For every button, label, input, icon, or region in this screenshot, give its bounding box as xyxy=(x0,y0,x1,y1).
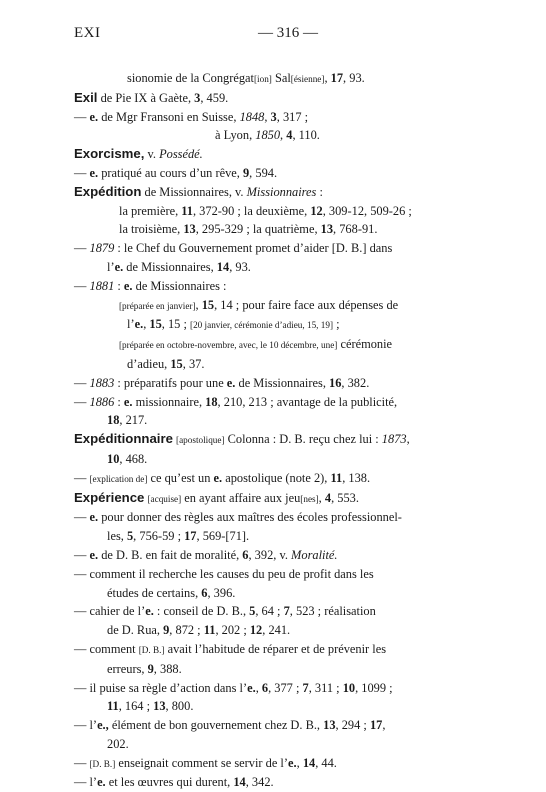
entry-text: — xyxy=(74,241,90,256)
index-line xyxy=(74,697,466,716)
italic-text: Moralité. xyxy=(291,547,338,562)
bold-ref: 13 xyxy=(153,699,166,714)
bold-ref: 12 xyxy=(249,623,263,638)
entry-text: , 342. xyxy=(245,775,274,790)
entry-text: — xyxy=(74,109,90,124)
entry-text: v. xyxy=(144,147,160,162)
bold-ref: 6 xyxy=(261,680,269,695)
bracket-note: [nes] xyxy=(300,493,319,504)
index-line xyxy=(74,108,466,127)
entry-text: missionnaire, xyxy=(132,394,206,409)
headword: Expérience xyxy=(74,489,145,505)
bold-ref: 18 xyxy=(107,413,120,428)
entry-text: : préparatifs pour une xyxy=(114,375,227,390)
entry-text: en ayant affaire aux jeu xyxy=(181,490,301,505)
bold-ref: 11 xyxy=(330,470,343,485)
entry-text: , 110. xyxy=(292,128,320,143)
entry-text: — comment xyxy=(74,641,139,656)
entry-text: — xyxy=(74,547,90,562)
entry-text: : xyxy=(114,394,124,409)
entry-text: , 569-[71]. xyxy=(196,529,250,544)
bold-ref: 5 xyxy=(249,604,256,619)
entry-text: sionomie de la Congrégat xyxy=(127,71,254,85)
bracket-note: [ésienne] xyxy=(290,74,325,84)
running-head: EXI xyxy=(74,25,101,41)
entry-text: , 138. xyxy=(342,470,371,485)
bold-ref: e. xyxy=(145,604,154,619)
italic-text: Missionnaires xyxy=(246,184,317,199)
index-line xyxy=(74,89,466,108)
index-line xyxy=(74,735,466,754)
entry-text: : xyxy=(316,184,323,199)
bold-ref: 9 xyxy=(242,165,250,180)
bold-ref: 13 xyxy=(323,718,336,733)
entry-text: , 594. xyxy=(249,165,278,180)
entry-text: , 768-91. xyxy=(333,222,378,237)
index-line xyxy=(74,164,466,183)
bold-ref: 17 xyxy=(369,718,383,733)
index-line xyxy=(74,716,466,735)
bracket-note: [ion] xyxy=(253,74,272,84)
entry-text: , xyxy=(318,490,325,505)
entry-text: , 392, v. xyxy=(248,547,292,562)
index-line xyxy=(74,469,466,489)
bold-ref: 6 xyxy=(201,585,208,600)
entry-text: les, xyxy=(107,529,127,544)
entry-text: , 295-329 ; la quatrième, xyxy=(195,222,321,237)
bold-ref: 11 xyxy=(203,623,216,638)
entry-text: , 44. xyxy=(315,755,337,770)
entry-text: , xyxy=(280,128,287,143)
index-line xyxy=(74,546,466,565)
bold-ref: 13 xyxy=(320,222,334,237)
entry-text: — xyxy=(74,375,90,390)
entry-text: cérémonie xyxy=(337,337,393,352)
index-line xyxy=(74,277,466,296)
index-line xyxy=(74,565,466,584)
entry-text: pratiqué au cours d’un rêve, xyxy=(98,165,243,180)
index-line xyxy=(74,508,466,527)
index-line xyxy=(74,374,466,393)
entry-text: la première, xyxy=(119,203,182,218)
page-number: — 316 — xyxy=(258,25,318,41)
italic-text: Possédé. xyxy=(159,147,203,162)
bold-ref: 15 xyxy=(201,297,215,312)
entry-text: , 377 ; xyxy=(268,680,303,695)
bold-ref: 14 xyxy=(233,775,246,790)
entry-text: , 388. xyxy=(153,661,182,676)
entry-text: , 382. xyxy=(341,375,370,390)
italic-text: 1886 xyxy=(89,394,115,409)
index-line xyxy=(74,602,466,621)
bold-ref: 11 xyxy=(181,203,193,218)
bold-ref: 10 xyxy=(342,680,356,695)
index-line xyxy=(74,489,466,509)
index-line xyxy=(74,754,466,774)
page-header xyxy=(74,24,482,44)
italic-text: 1881 xyxy=(89,278,115,293)
headword: Exorcisme, xyxy=(74,146,145,162)
italic-text: 1848 xyxy=(239,109,265,124)
index-line xyxy=(74,315,466,335)
entry-text: — l’ xyxy=(74,718,98,733)
bold-ref: 16 xyxy=(329,375,342,390)
headword: Exil xyxy=(74,89,98,105)
index-line xyxy=(74,296,466,316)
entry-text: études de certains, xyxy=(107,585,202,600)
index-line xyxy=(74,335,466,355)
italic-text: 1850 xyxy=(255,128,281,143)
bold-ref: 18 xyxy=(205,394,218,409)
index-line xyxy=(74,220,466,239)
index-line xyxy=(74,355,466,374)
entry-text: d’adieu, xyxy=(127,356,171,371)
bracket-note: [acquise] xyxy=(147,493,182,504)
entry-text: , 241. xyxy=(262,623,291,638)
bold-ref: e. xyxy=(89,165,99,180)
entry-text: de Missionnaires, xyxy=(123,259,217,274)
entry-text: de Pie IX à Gaète, xyxy=(97,90,195,105)
entry-text: la troisième, xyxy=(119,222,184,237)
entry-text: , 317 ; xyxy=(276,109,309,124)
entry-text: , 396. xyxy=(207,585,236,600)
entry-text: erreurs, xyxy=(107,661,148,676)
bracket-note: [D. B.] xyxy=(89,758,116,769)
entry-text: , xyxy=(382,718,386,733)
bracket-note: [préparée en janvier] xyxy=(119,300,196,311)
index-line xyxy=(74,450,466,469)
entry-text: : le Chef du Gouvernement promet d’aider [D. B.] dans xyxy=(114,241,393,256)
entry-text: , 756-59 ; xyxy=(133,529,185,544)
entry-text: , 523 ; réalisation xyxy=(289,604,376,619)
entry-text: — cahier de l’ xyxy=(74,604,146,619)
entry-text: de D. B. en fait de moralité, xyxy=(98,547,243,562)
entry-text: — il puise sa règle d’action dans l’ xyxy=(74,680,248,695)
entry-text: de D. Rua, xyxy=(107,623,164,638)
bold-ref: 7 xyxy=(283,604,290,619)
index-line xyxy=(74,430,466,450)
entry-text: , 1099 ; xyxy=(355,680,393,695)
bold-ref: e. xyxy=(123,394,133,409)
entry-text: de Mgr Fransoni en Suisse, xyxy=(98,109,240,124)
entry-text: , 217. xyxy=(119,413,148,428)
entry-text: Sal xyxy=(271,71,291,85)
bold-ref: 3 xyxy=(270,109,277,124)
index-line xyxy=(74,527,466,546)
index-line xyxy=(74,660,466,679)
entry-text: , 553. xyxy=(331,490,359,505)
entry-text: avait l’habitude de réparer et de prévenir les xyxy=(164,641,387,656)
bold-ref: 10 xyxy=(107,451,120,466)
entry-text: — xyxy=(74,470,90,485)
bold-ref: 4 xyxy=(286,128,293,143)
bold-ref: 9 xyxy=(163,623,170,638)
bold-ref: 17 xyxy=(330,71,344,85)
entry-text: , 311 ; xyxy=(308,680,343,695)
bold-ref: e. xyxy=(89,547,99,562)
entry-text: , xyxy=(264,109,271,124)
index-line xyxy=(74,202,466,221)
italic-text: 1883 xyxy=(89,375,115,390)
entry-text: ce qu’est un xyxy=(147,470,214,485)
entry-text: — l’ xyxy=(74,775,98,790)
entry-text: Colonna : D. B. reçu chez lui : xyxy=(224,432,382,447)
bold-ref: e. xyxy=(226,375,236,390)
entry-text: , xyxy=(255,680,262,695)
bold-ref: 4 xyxy=(324,490,332,505)
bold-ref: e. xyxy=(89,510,99,525)
index-line xyxy=(74,411,466,430)
entry-text: , 459. xyxy=(200,90,229,105)
entry-text: : conseil de D. B., xyxy=(153,604,250,619)
entry-text: , 14 ; pour faire face aux dépenses de xyxy=(214,297,399,312)
bold-ref: 6 xyxy=(242,547,249,562)
entry-text: , xyxy=(324,71,331,85)
bracket-note: [préparée en octobre-novembre, avec, le 10 décembre, une] xyxy=(119,340,338,351)
entry-text: , xyxy=(195,297,202,312)
italic-text: 1879 xyxy=(89,241,115,256)
entry-text: , 468. xyxy=(119,451,148,466)
bold-ref: e. xyxy=(123,278,133,293)
index-line xyxy=(74,69,466,89)
bracket-note: [D. B.] xyxy=(138,644,165,655)
entry-text: , xyxy=(406,432,410,447)
entry-text: , 64 ; xyxy=(255,604,284,619)
entry-text: , 372-90 ; la deuxième, xyxy=(192,203,311,218)
entry-text: , 210, 213 ; avantage de la publicité, xyxy=(217,394,398,409)
index-line xyxy=(74,393,466,412)
entry-text: — xyxy=(74,278,90,293)
index-line xyxy=(74,126,466,145)
bracket-note: [apostolique] xyxy=(176,435,225,446)
bold-ref: e. xyxy=(134,317,144,332)
bold-ref: 14 xyxy=(302,755,316,770)
entry-text: élément de bon gouvernement chez D. B., xyxy=(108,718,324,733)
entry-text: — xyxy=(74,510,90,525)
entry-text: l’ xyxy=(127,317,135,332)
bold-ref: 14 xyxy=(216,259,230,274)
bold-ref: e. xyxy=(213,470,223,485)
entry-text: , xyxy=(296,755,303,770)
bold-ref: 15 xyxy=(149,317,162,332)
bold-ref: 3 xyxy=(194,90,201,105)
entry-text: de Missionnaires : xyxy=(132,278,227,293)
index-line xyxy=(74,773,466,792)
bold-ref: 13 xyxy=(183,222,196,237)
entry-text: — xyxy=(74,755,90,770)
entry-text: et les œuvres qui durent, xyxy=(105,775,234,790)
entry-text: 202. xyxy=(107,736,129,751)
bold-ref: e. xyxy=(247,680,256,695)
index-line xyxy=(74,640,466,660)
index-line xyxy=(74,258,466,277)
bold-ref: e. xyxy=(97,775,106,790)
entry-text: , 37. xyxy=(182,356,205,371)
headword: Expéditionnaire xyxy=(74,431,173,447)
index-line xyxy=(74,621,466,640)
entry-text: , 872 ; xyxy=(169,623,204,638)
index-line xyxy=(74,584,466,603)
entry-text: apostolique (note 2), xyxy=(222,470,331,485)
bold-ref: 7 xyxy=(302,680,309,695)
entry-text: de Missionnaires, v. xyxy=(141,184,247,199)
headword: Expédition xyxy=(74,183,142,199)
entry-text: , 294 ; xyxy=(335,718,370,733)
bold-ref: e. xyxy=(288,755,297,770)
entry-text: ; xyxy=(333,317,340,332)
bold-ref: 17 xyxy=(184,529,197,544)
italic-text: 1873 xyxy=(381,432,407,447)
bracket-note: [explication de] xyxy=(89,473,148,484)
entry-text: , 15 ; xyxy=(161,317,191,332)
bold-ref: 9 xyxy=(147,661,154,676)
index-line xyxy=(74,183,466,202)
index-entries xyxy=(74,69,466,792)
entry-text: — comment il recherche les causes du peu de profit dans les xyxy=(74,566,374,581)
bold-ref: 11 xyxy=(107,699,119,714)
entry-text: — xyxy=(74,394,90,409)
entry-text: , xyxy=(143,317,150,332)
entry-text: pour donner des règles aux maîtres des écoles professionnel- xyxy=(98,510,402,525)
bold-ref: 12 xyxy=(310,203,323,218)
bold-ref: 5 xyxy=(126,529,134,544)
bold-ref: e. xyxy=(89,109,99,124)
entry-text: à Lyon, xyxy=(215,128,256,143)
entry-text: , 93. xyxy=(229,259,251,274)
index-line xyxy=(74,145,466,164)
entry-text: , 309-12, 509-26 ; xyxy=(322,203,412,218)
bold-ref: 15 xyxy=(170,356,183,371)
index-line xyxy=(74,239,466,258)
entry-text: l’ xyxy=(107,259,115,274)
bracket-note: [20 janvier, cérémonie d’adieu, 15, 19] xyxy=(190,320,334,331)
entry-text: — xyxy=(74,165,90,180)
entry-text: , 202 ; xyxy=(215,623,250,638)
entry-text: de Missionnaires, xyxy=(235,375,330,390)
entry-text: , 800. xyxy=(165,699,194,714)
entry-text: enseignait comment se servir de l’ xyxy=(115,755,289,770)
bold-ref: e. xyxy=(114,259,124,274)
entry-text: : xyxy=(114,278,124,293)
entry-text: , 164 ; xyxy=(118,699,154,714)
bold-ref: e., xyxy=(97,718,109,733)
index-line xyxy=(74,679,466,698)
entry-text: , 93. xyxy=(343,71,365,85)
